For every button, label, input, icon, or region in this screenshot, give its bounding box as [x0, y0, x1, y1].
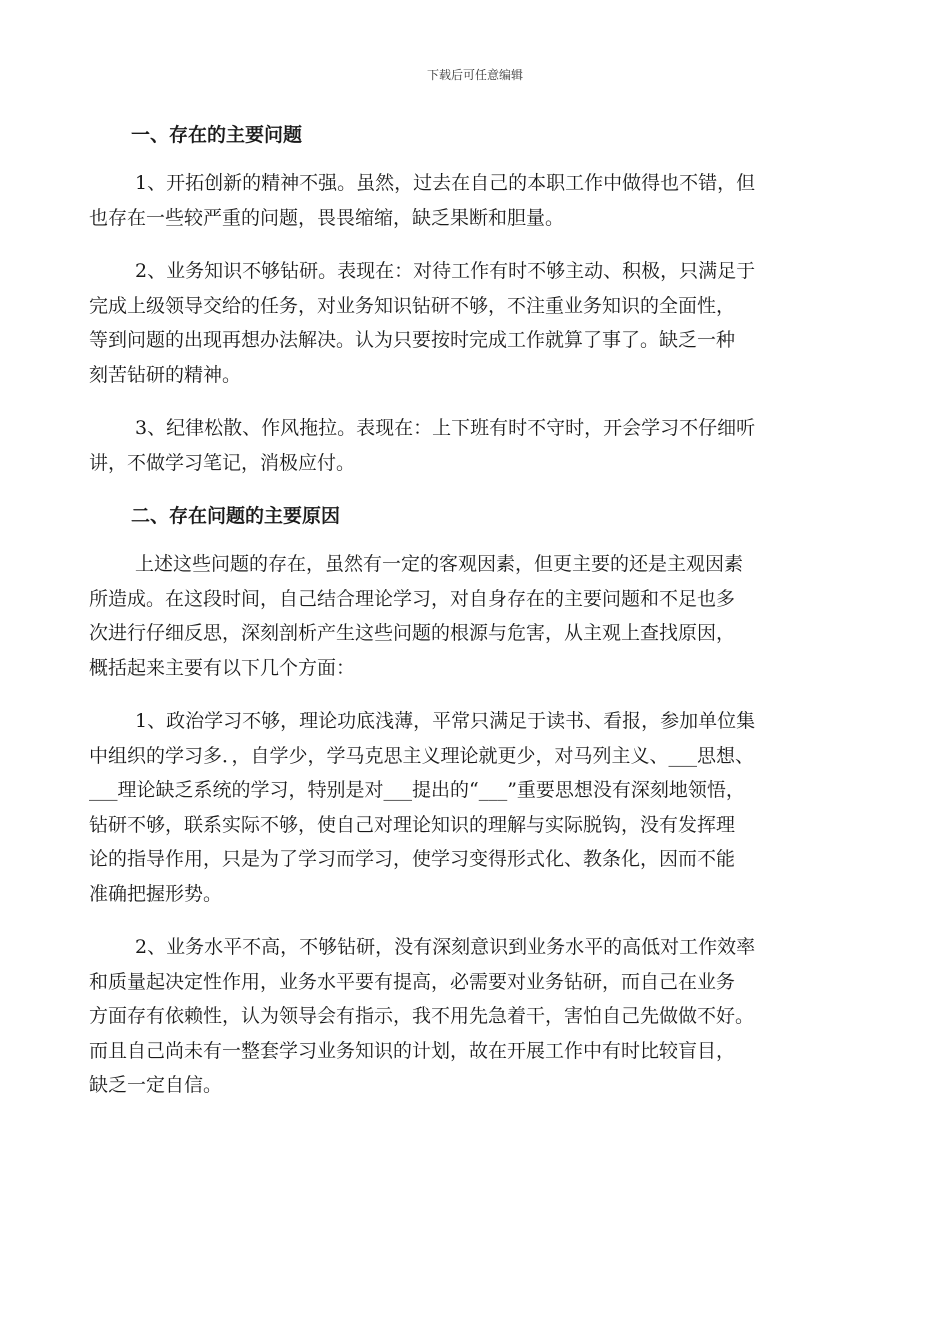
paragraph-line: 1、开拓创新的精神不强。虽然，过去在自己的本职工作中做得也不错，但	[135, 172, 756, 194]
paragraph-line: 和质量起决定性作用，业务水平要有提高，必需要对业务钻研，而自己在业务	[89, 970, 736, 993]
paragraph-line: 讲，不做学习笔记，消极应付。	[89, 451, 356, 474]
paragraph-line: 方面存有依赖性，认为领导会有指示，我不用先急着干，害怕自己先做做不好。	[89, 1005, 755, 1027]
paragraph-line: 概括起来主要有以下几个方面：	[89, 656, 356, 679]
paragraph-line: 完成上级领导交给的任务，对业务知识钻研不够，不注重业务知识的全面性，	[89, 294, 736, 317]
paragraph-line: 论的指导作用，只是为了学习而学习，使学习变得形式化、教条化，因而不能	[89, 848, 736, 870]
section-heading: 二、存在问题的主要原因	[131, 505, 341, 527]
document-body	[89, 118, 879, 1122]
paragraph	[89, 254, 879, 392]
paragraph-line: 1、政治学习不够，理论功底浅薄，平常只满足于读书、看报，参加单位集	[135, 710, 756, 732]
paragraph-line: 刻苦钻研的精神。	[89, 363, 242, 386]
paragraph-line: 所造成。在这段时间，自己结合理论学习，对自身存在的主要问题和不足也多	[89, 587, 736, 610]
paragraph-line: 3、纪律松散、作风拖拉。表现在：上下班有时不守时，开会学习不仔细听	[135, 417, 756, 439]
paragraph-line: 中组织的学习多．，自学少，学马克思主义理论就更少，对马列主义、___思想、	[89, 744, 755, 767]
paragraph-line: 2、业务知识不够钻研。表现在：对待工作有时不够主动、积极，只满足于	[135, 260, 756, 282]
paragraph-line: 准确把握形势。	[89, 882, 223, 905]
paragraph-line: 也存在一些较严重的问题，畏畏缩缩，缺乏果断和胆量。	[89, 206, 565, 229]
paragraph-line: 2、业务水平不高，不够钻研，没有深刻意识到业务水平的高低对工作效率	[135, 936, 756, 958]
paragraph	[89, 411, 879, 480]
paragraph	[89, 930, 879, 1103]
paragraph-line: ___理论缺乏系统的学习，特别是对___提出的“___”重要思想没有深刻地领悟，	[89, 779, 745, 801]
paragraph-line: 等到问题的出现再想办法解决。认为只要按时完成工作就算了事了。缺乏一种	[89, 329, 736, 351]
paragraph-line: 而且自己尚未有一整套学习业务知识的计划，故在开展工作中有时比较盲目，	[89, 1039, 736, 1062]
paragraph	[89, 547, 879, 685]
paragraph-line: 上述这些问题的存在，虽然有一定的客观因素，但更主要的还是主观因素	[135, 553, 744, 575]
paragraph-line: 次进行仔细反思，深刻剖析产生这些问题的根源与危害，从主观上查找原因，	[89, 622, 736, 644]
paragraph	[89, 166, 879, 235]
header-note: 下载后可任意编辑	[426, 68, 523, 82]
section-heading: 一、存在的主要问题	[131, 124, 303, 146]
paragraph-line: 钻研不够，联系实际不够，使自己对理论知识的理解与实际脱钩，没有发挥理	[89, 813, 736, 836]
paragraph-line: 缺乏一定自信。	[89, 1074, 223, 1096]
paragraph	[89, 704, 879, 911]
